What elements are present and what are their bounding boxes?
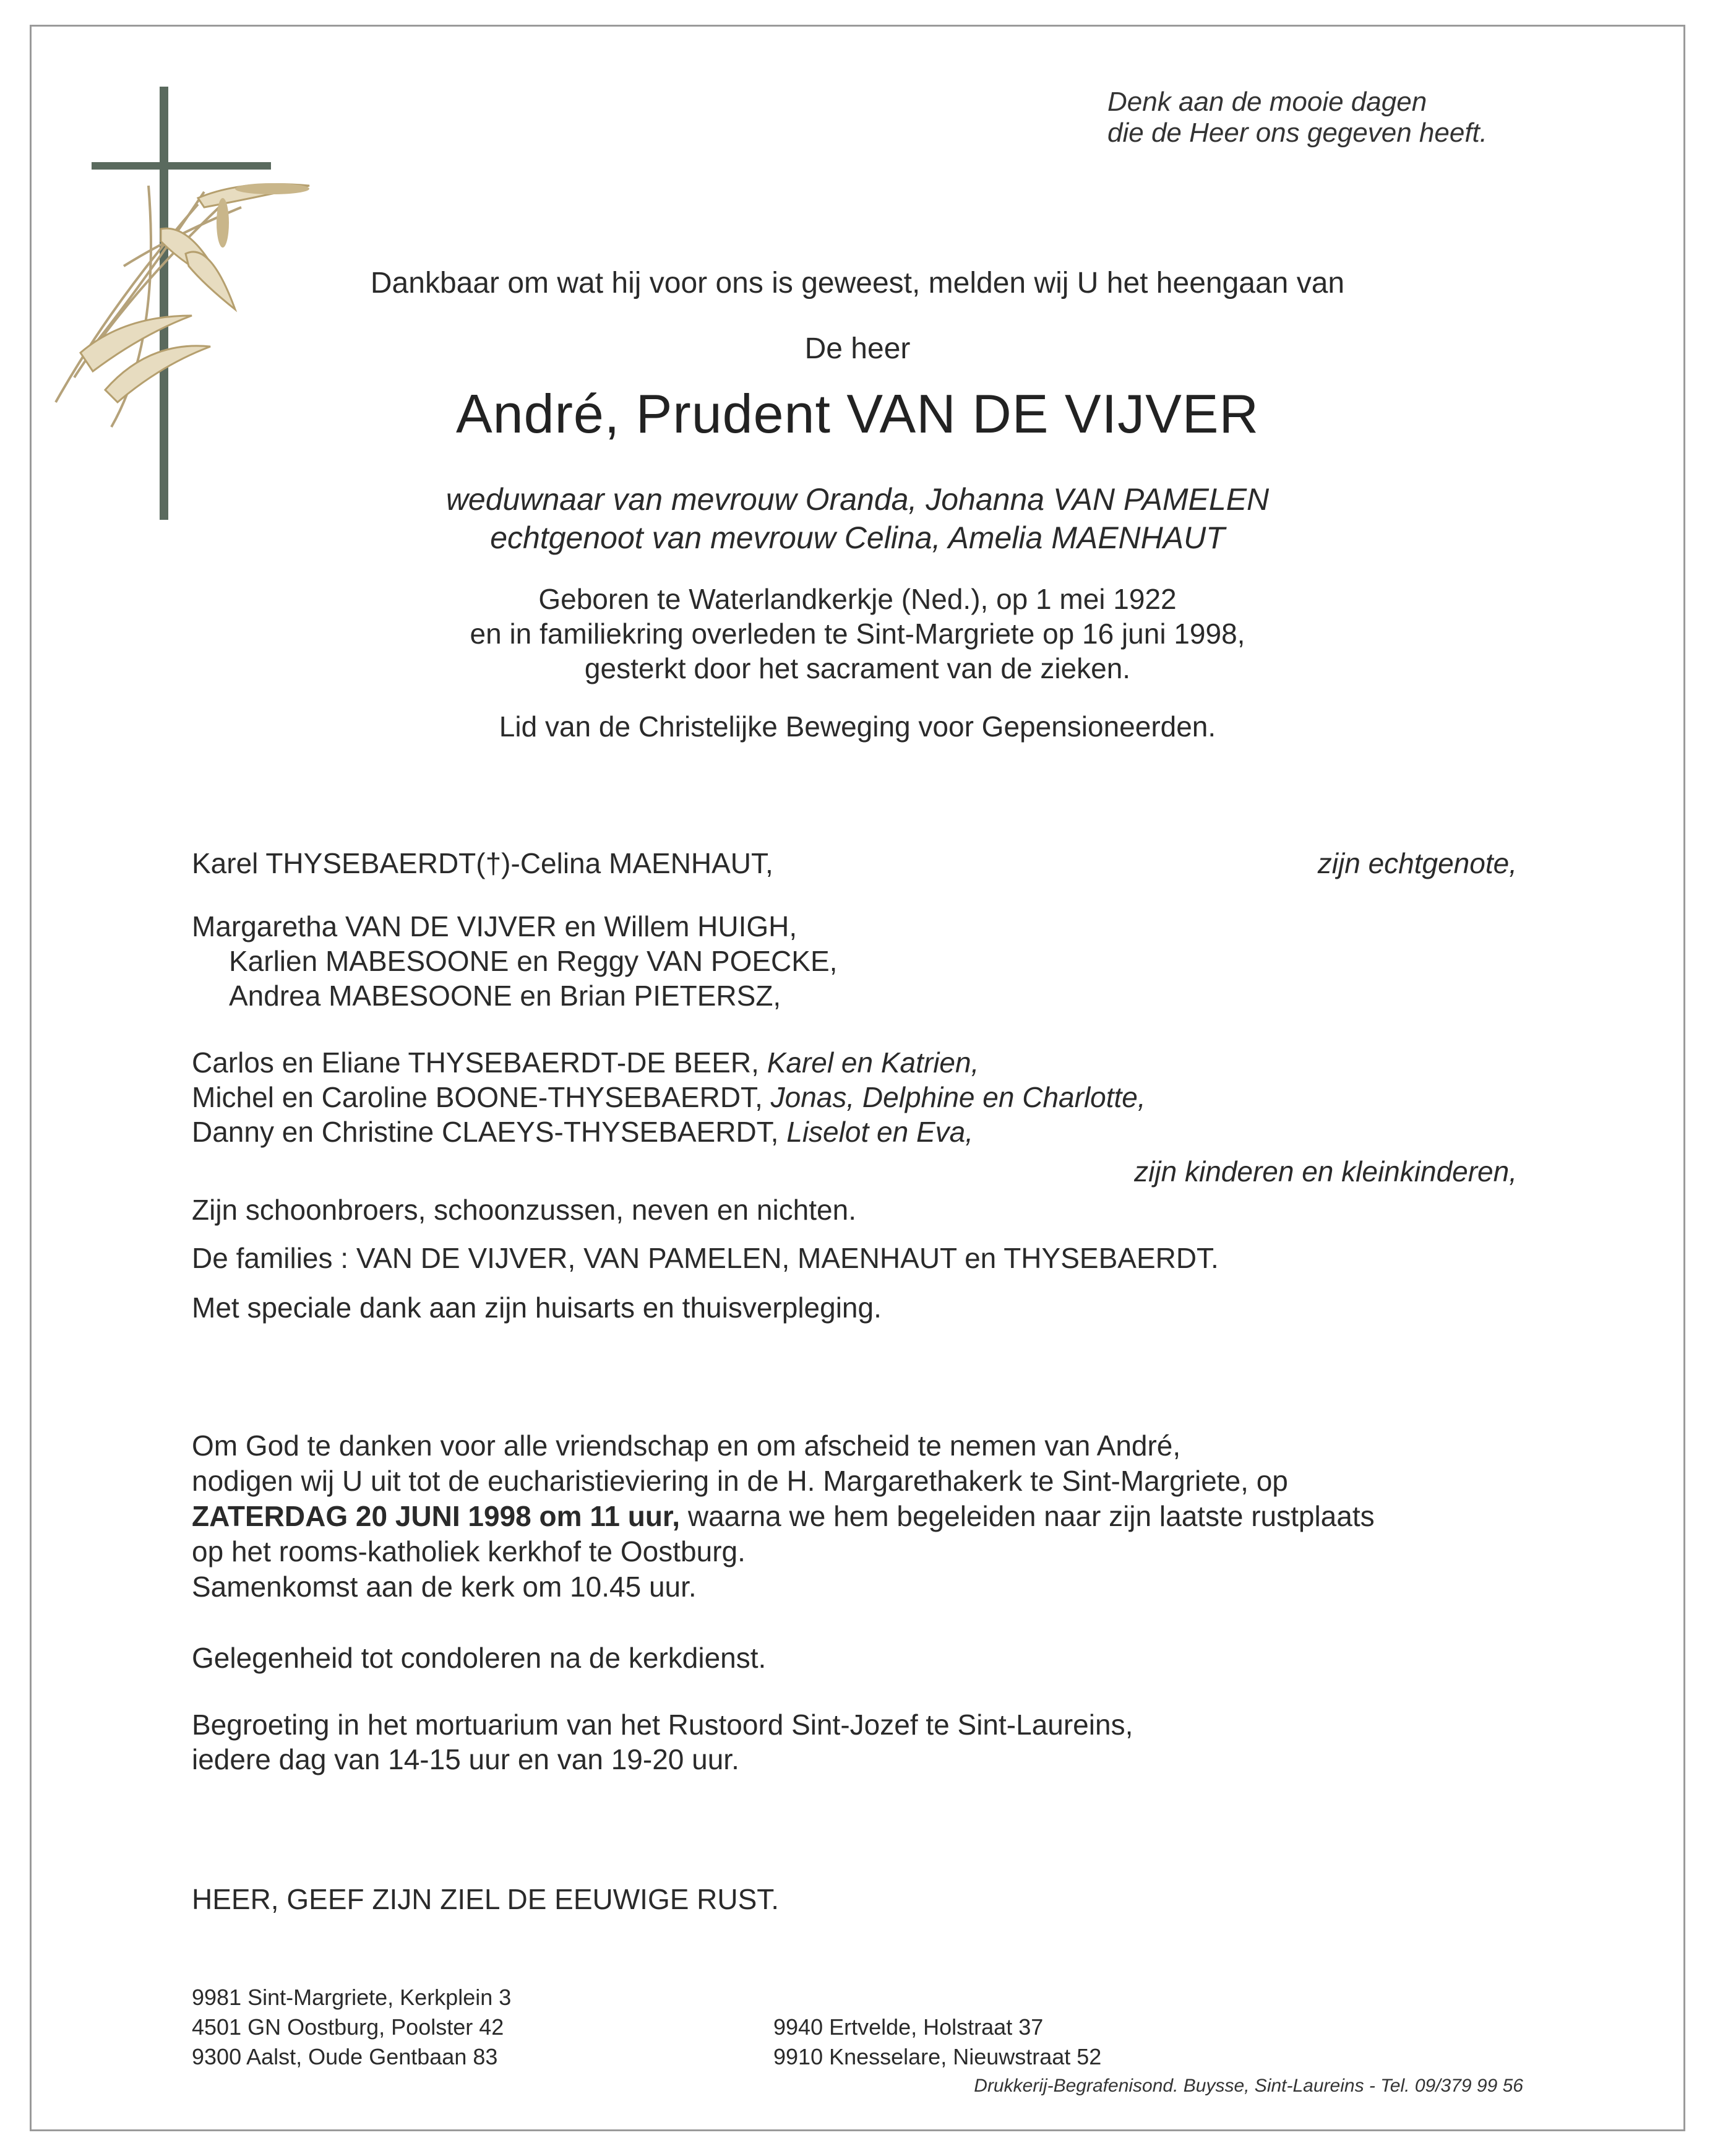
funeral-line-3: [192, 1499, 1375, 1534]
visit-line-1: Begroeting in het mortuarium van het Rustoord Sint-Jozef te Sint-Laureins,: [192, 1709, 1133, 1741]
child-2-name: Carlos en Eliane THYSEBAERDT-DE BEER,: [192, 1046, 759, 1079]
quote-line-1: Denk aan de mooie dagen: [1107, 87, 1427, 117]
sacrament-line: gesterkt door het sacrament van de zieken.: [584, 652, 1131, 684]
funeral-line-5: Samenkomst aan de kerk om 10.45 uur.: [192, 1571, 697, 1603]
quote: [1107, 87, 1516, 149]
grandchild-1b: Andrea MABESOONE en Brian PIETERSZ,: [229, 980, 781, 1012]
condolences-line: Gelegenheid tot condoleren na de kerkdienst.: [192, 1642, 767, 1674]
address-a1: 9981 Sint-Margriete, Kerkplein 3: [192, 1985, 512, 2010]
quote-line-2: die de Heer ons gegeven heeft.: [1107, 118, 1488, 148]
address-b2: 9910 Knesselare, Nieuwstraat 52: [773, 2044, 1102, 2069]
wife-role: zijn echtgenote,: [1317, 847, 1517, 879]
address-b1: 9940 Ertvelde, Holstraat 37: [773, 2014, 1044, 2040]
funeral-date: ZATERDAG 20 JUNI 1998 om 11 uur,: [192, 1500, 681, 1532]
families-line: De families : VAN DE VIJVER, VAN PAMELEN, MAENHAUT en THYSEBAERDT.: [192, 1242, 1219, 1274]
address-a3: 9300 Aalst, Oude Gentbaan 83: [192, 2044, 498, 2069]
funeral-line-4: op het rooms-katholiek kerkhof te Oostburg.: [192, 1535, 746, 1567]
child-4-name: Danny en Christine CLAEYS-THYSEBAERDT,: [192, 1116, 779, 1148]
address-a2: 4501 GN Oostburg, Poolster 42: [192, 2014, 504, 2040]
child-3: [192, 1080, 1146, 1114]
addresses-right: [773, 2012, 1101, 2072]
visit-line-2: iedere dag van 14-15 uur en van 19-20 uur.: [192, 1743, 739, 1775]
wife-line: Karel THYSEBAERDT(†)-Celina MAENHAUT,: [192, 847, 773, 879]
child-2-kids: Karel en Katrien,: [767, 1046, 979, 1079]
grandchild-1a: Karlien MABESOONE en Reggy VAN POECKE,: [229, 945, 838, 977]
thanks-line: Met speciale dank aan zijn huisarts en thuisverpleging.: [192, 1291, 882, 1324]
deceased-name: André, Prudent VAN DE VIJVER: [455, 383, 1260, 444]
child-3-name: Michel en Caroline BOONE-THYSEBAERDT,: [192, 1081, 763, 1113]
children-role: zijn kinderen en kleinkinderen,: [1134, 1155, 1517, 1188]
printer-credit: Drukkerij-Begrafenisond. Buysse, Sint-Laureins - Tel. 09/379 99 56: [974, 2076, 1523, 2096]
widower-line: weduwnaar van mevrouw Oranda, Johanna VAN PAMELEN: [445, 482, 1270, 517]
child-3-kids: Jonas, Delphine en Charlotte,: [770, 1081, 1146, 1113]
cross-with-wheat-icon: [37, 80, 384, 526]
birth-line: Geboren te Waterlandkerkje (Ned.), op 1 mei 1922: [538, 583, 1177, 615]
child-4: [192, 1115, 973, 1149]
prayer-line: HEER, GEEF ZIJN ZIEL DE EEUWIGE RUST.: [192, 1883, 780, 1915]
child-1: Margaretha VAN DE VIJVER en Willem HUIGH,: [192, 910, 797, 942]
child-2: [192, 1046, 979, 1079]
funeral-line-2: nodigen wij U uit tot de eucharistieviering in de H. Margarethakerk te Sint-Margriete, op: [192, 1465, 1288, 1497]
funeral-line-1: Om God te danken voor alle vriendschap en om afscheid te nemen van André,: [192, 1429, 1181, 1462]
funeral-block: [192, 1428, 1375, 1605]
funeral-line-3-rest: waarna we hem begeleiden naar zijn laatste rustplaats: [680, 1500, 1375, 1532]
spouse-line: echtgenoot van mevrouw Celina, Amelia MAENHAUT: [490, 520, 1225, 555]
addresses-left: [192, 1983, 511, 2072]
child-4-kids: Liselot en Eva,: [786, 1116, 973, 1148]
membership-line: Lid van de Christelijke Beweging voor Gepensioneerden.: [499, 710, 1216, 743]
intro-text: Dankbaar om wat hij voor ons is geweest, melden wij U het heengaan van: [370, 267, 1345, 300]
honorific: De heer: [804, 332, 911, 365]
death-line: en in familiekring overleden te Sint-Margriete op 16 juni 1998,: [470, 618, 1245, 650]
inlaws-line: Zijn schoonbroers, schoonzussen, neven en nichten.: [192, 1194, 856, 1226]
